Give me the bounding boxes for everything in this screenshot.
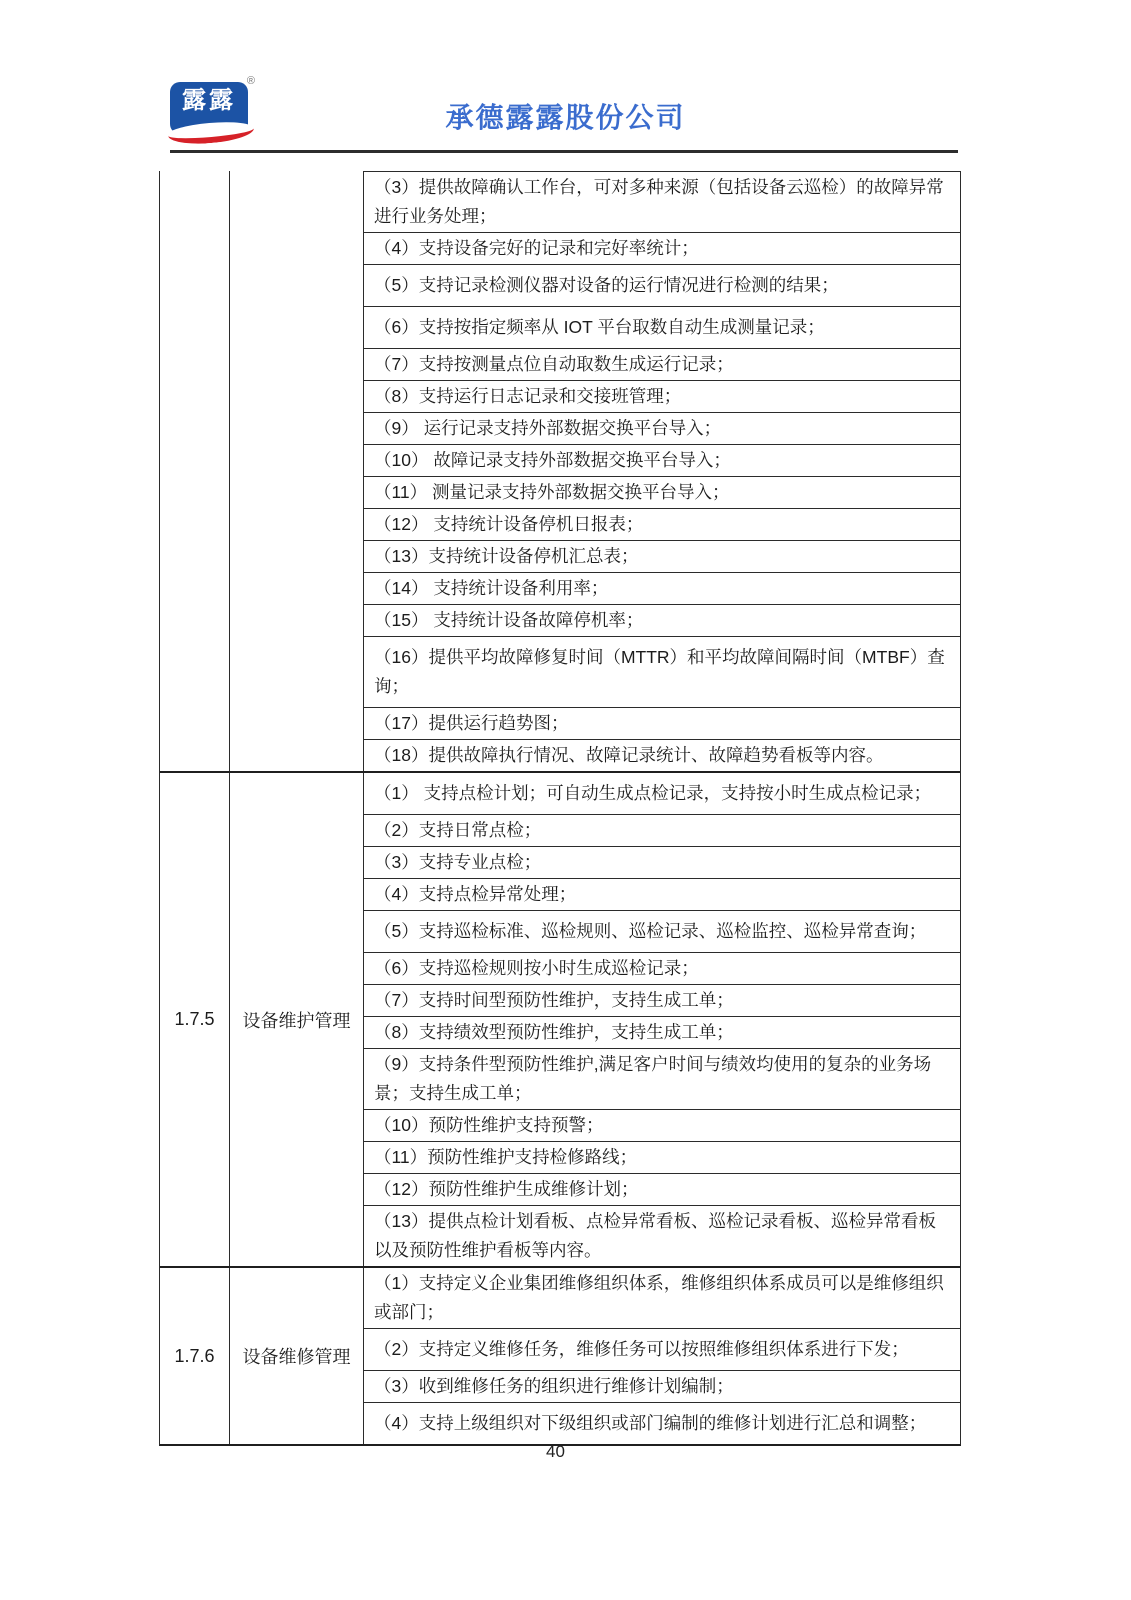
requirement-item: （9） 运行记录支持外部数据交换平台导入； xyxy=(364,412,960,444)
requirement-item: （1）支持定义企业集团维修组织体系，维修组织体系成员可以是维修组织或部门； xyxy=(374,1273,944,1322)
requirement-item: （4）支持上级组织对下级组织或部门编制的维修计划进行汇总和调整； xyxy=(364,1402,960,1444)
requirement-item: （14） 支持统计设备利用率； xyxy=(364,572,960,604)
row-category-cell: 设备维修管理 xyxy=(230,1268,364,1444)
requirement-item: （13）提供点检计划看板、点检异常看板、巡检记录看板、巡检异常看板以及预防性维护看板等内容。 xyxy=(364,1205,960,1266)
requirement-item: （12） 支持统计设备停机日报表； xyxy=(364,508,960,540)
requirement-item: （8）支持运行日志记录和交接班管理； xyxy=(364,380,960,412)
requirement-item: （4）支持设备完好的记录和完好率统计； xyxy=(364,232,960,264)
requirement-item: （3）收到维修任务的组织进行维修计划编制； xyxy=(364,1370,960,1402)
table-group-1.7.5 xyxy=(160,771,960,1266)
requirement-item: （13）支持统计设备停机汇总表； xyxy=(364,540,960,572)
table-group-1.7.6 xyxy=(160,1266,960,1444)
row-number-cell: 1.7.5 xyxy=(160,773,230,1266)
requirement-item: （2）支持定义维修任务，维修任务可以按照维修组织体系进行下发； xyxy=(364,1328,960,1370)
requirement-item: （12）预防性维护生成维修计划； xyxy=(364,1173,960,1205)
requirement-item: （7）支持按测量点位自动取数生成运行记录； xyxy=(364,348,960,380)
row-category-cell xyxy=(230,171,364,771)
requirement-item: （15） 支持统计设备故障停机率； xyxy=(364,604,960,636)
requirements-table xyxy=(159,171,961,1446)
page-number: 40 xyxy=(546,1442,565,1461)
requirement-item: （18）提供故障执行情况、故障记录统计、故障趋势看板等内容。 xyxy=(364,739,960,771)
requirement-item: （17）提供运行趋势图； xyxy=(364,707,960,739)
company-name-title: 承德露露股份公司 xyxy=(445,102,686,133)
table-group-continued xyxy=(160,171,960,771)
requirement-item: （5）支持巡检标准、巡检规则、巡检记录、巡检监控、巡检异常查询； xyxy=(364,910,960,952)
requirement-item: （6）支持按指定频率从 IOT 平台取数自动生成测量记录； xyxy=(364,306,960,348)
row-number-cell xyxy=(160,171,230,771)
requirement-item: （10） 故障记录支持外部数据交换平台导入； xyxy=(364,444,960,476)
requirements-list xyxy=(364,1268,960,1444)
requirement-item: （7）支持时间型预防性维护，支持生成工单； xyxy=(364,984,960,1016)
requirements-list xyxy=(364,171,960,771)
header-divider xyxy=(170,150,958,153)
requirement-item: （11） 测量记录支持外部数据交换平台导入； xyxy=(364,476,960,508)
logo-text: 露露 xyxy=(182,87,236,114)
requirement-item: （6）支持巡检规则按小时生成巡检记录； xyxy=(364,952,960,984)
requirements-list xyxy=(364,773,960,1266)
requirement-item: （5）支持记录检测仪器对设备的运行情况进行检测的结果； xyxy=(364,264,960,306)
requirement-item: （11）预防性维护支持检修路线； xyxy=(364,1141,960,1173)
requirement-item: （3）支持专业点检； xyxy=(364,846,960,878)
registered-trademark-icon: ® xyxy=(246,75,255,87)
requirement-item: （16）提供平均故障修复时间（MTTR）和平均故障间隔时间（MTBF）查询； xyxy=(364,636,960,707)
row-category-cell: 设备维护管理 xyxy=(230,773,364,1266)
requirement-item: （1） 支持点检计划；可自动生成点检记录，支持按小时生成点检记录； xyxy=(374,783,932,803)
row-number-cell: 1.7.6 xyxy=(160,1268,230,1444)
requirement-item: （10）预防性维护支持预警； xyxy=(364,1109,960,1141)
requirement-item: （8）支持绩效型预防性维护，支持生成工单； xyxy=(364,1016,960,1048)
requirement-item: （9）支持条件型预防性维护,满足客户时间与绩效均使用的复杂的业务场景；支持生成工单； xyxy=(364,1048,960,1109)
requirement-item: （2）支持日常点检； xyxy=(364,814,960,846)
requirement-item: （3）提供故障确认工作台，可对多种来源（包括设备云巡检）的故障异常进行业务处理； xyxy=(364,171,960,232)
requirement-item: （4）支持点检异常处理； xyxy=(364,878,960,910)
